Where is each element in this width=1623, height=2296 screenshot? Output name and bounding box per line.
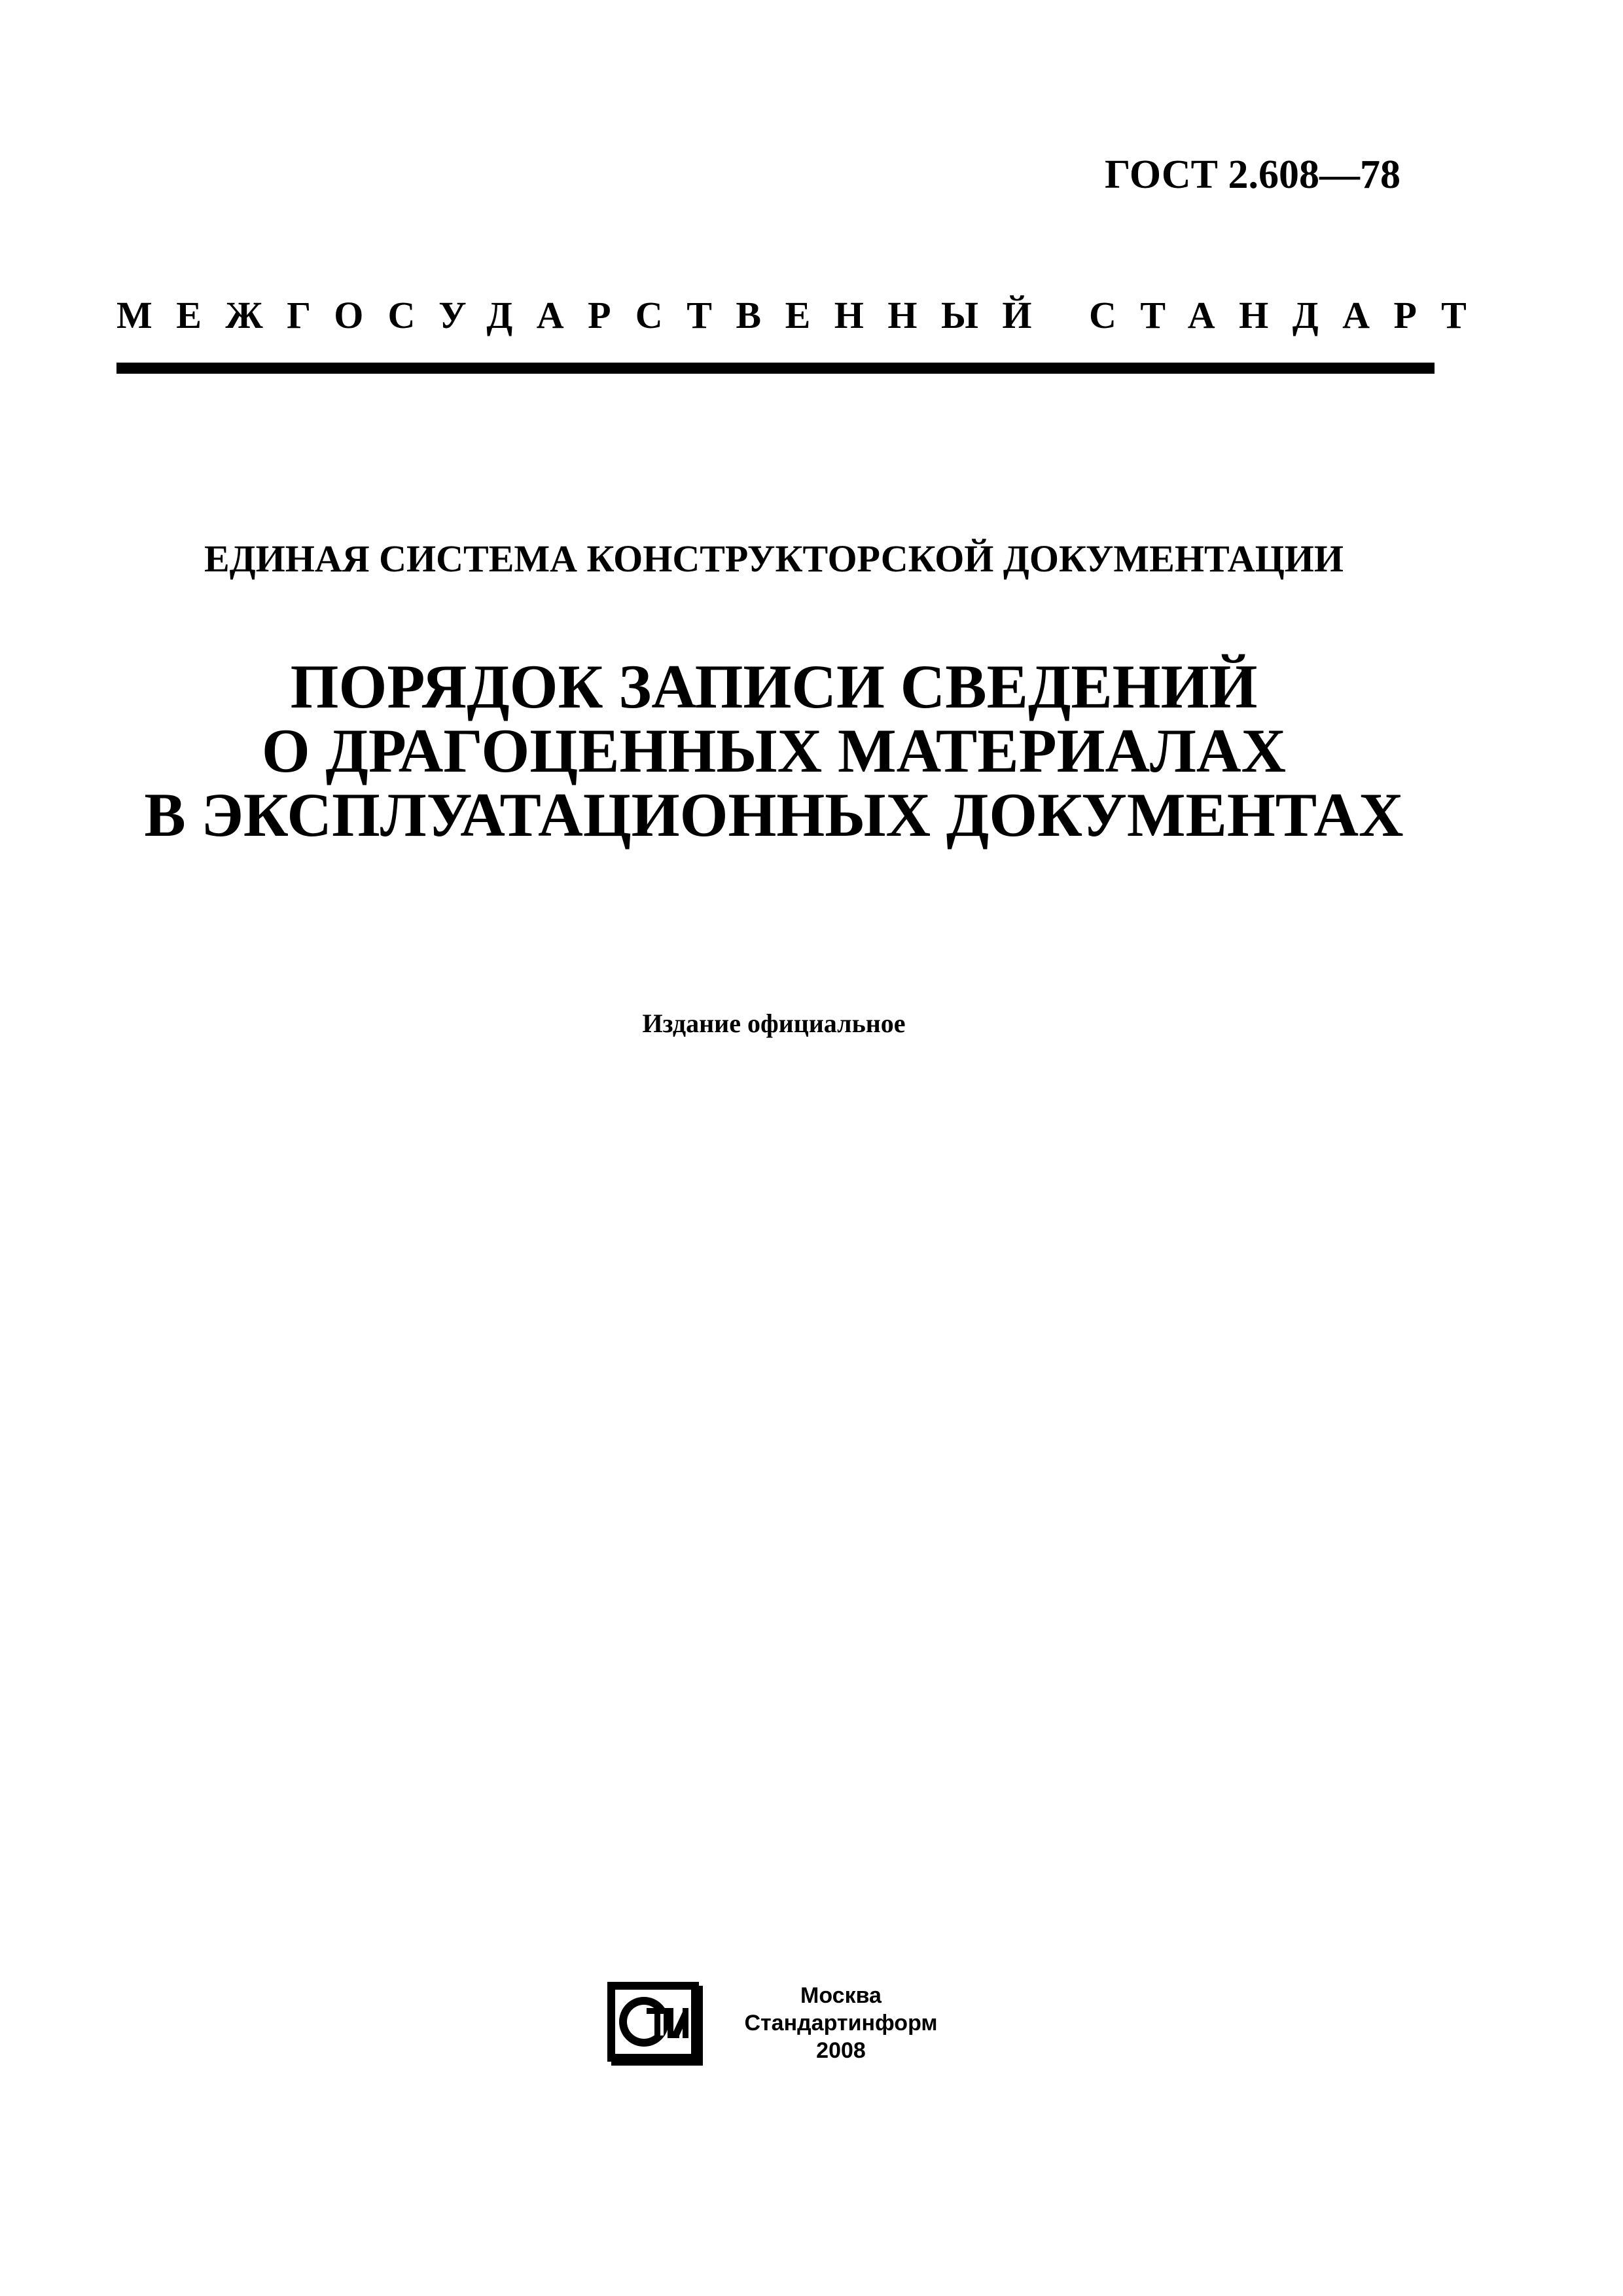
document-title-line: ПОРЯДОК ЗАПИСИ СВЕДЕНИЙ (290, 652, 1258, 721)
publisher-logo-mark (607, 1982, 703, 2066)
document-title-line: В ЭКСПЛУАТАЦИОННЫХ ДОКУМЕНТАХ (144, 780, 1404, 850)
imprint-publisher: Стандартинформ (744, 2011, 938, 2036)
document-title (0, 652, 1623, 850)
publisher-imprint (730, 1982, 952, 2064)
edition-note: Издание официальное (642, 1009, 906, 1038)
publisher-logo (607, 1982, 703, 2066)
document-title-line: О ДРАГОЦЕННЫХ МАТЕРИАЛАХ (261, 716, 1287, 785)
imprint-city: Москва (800, 1983, 882, 2008)
heading-rule-divider (116, 363, 1435, 374)
imprint-year: 2008 (816, 2038, 866, 2063)
series-title: ЕДИНАЯ СИСТЕМА КОНСТРУКТОРСКОЙ ДОКУМЕНТАЦИИ (204, 537, 1344, 580)
standard-designation: ГОСТ 2.608—78 (1104, 152, 1400, 197)
interstate-standard-heading: МЕЖГОСУДАРСТВЕННЫЙ СТАНДАРТ (116, 294, 1491, 336)
